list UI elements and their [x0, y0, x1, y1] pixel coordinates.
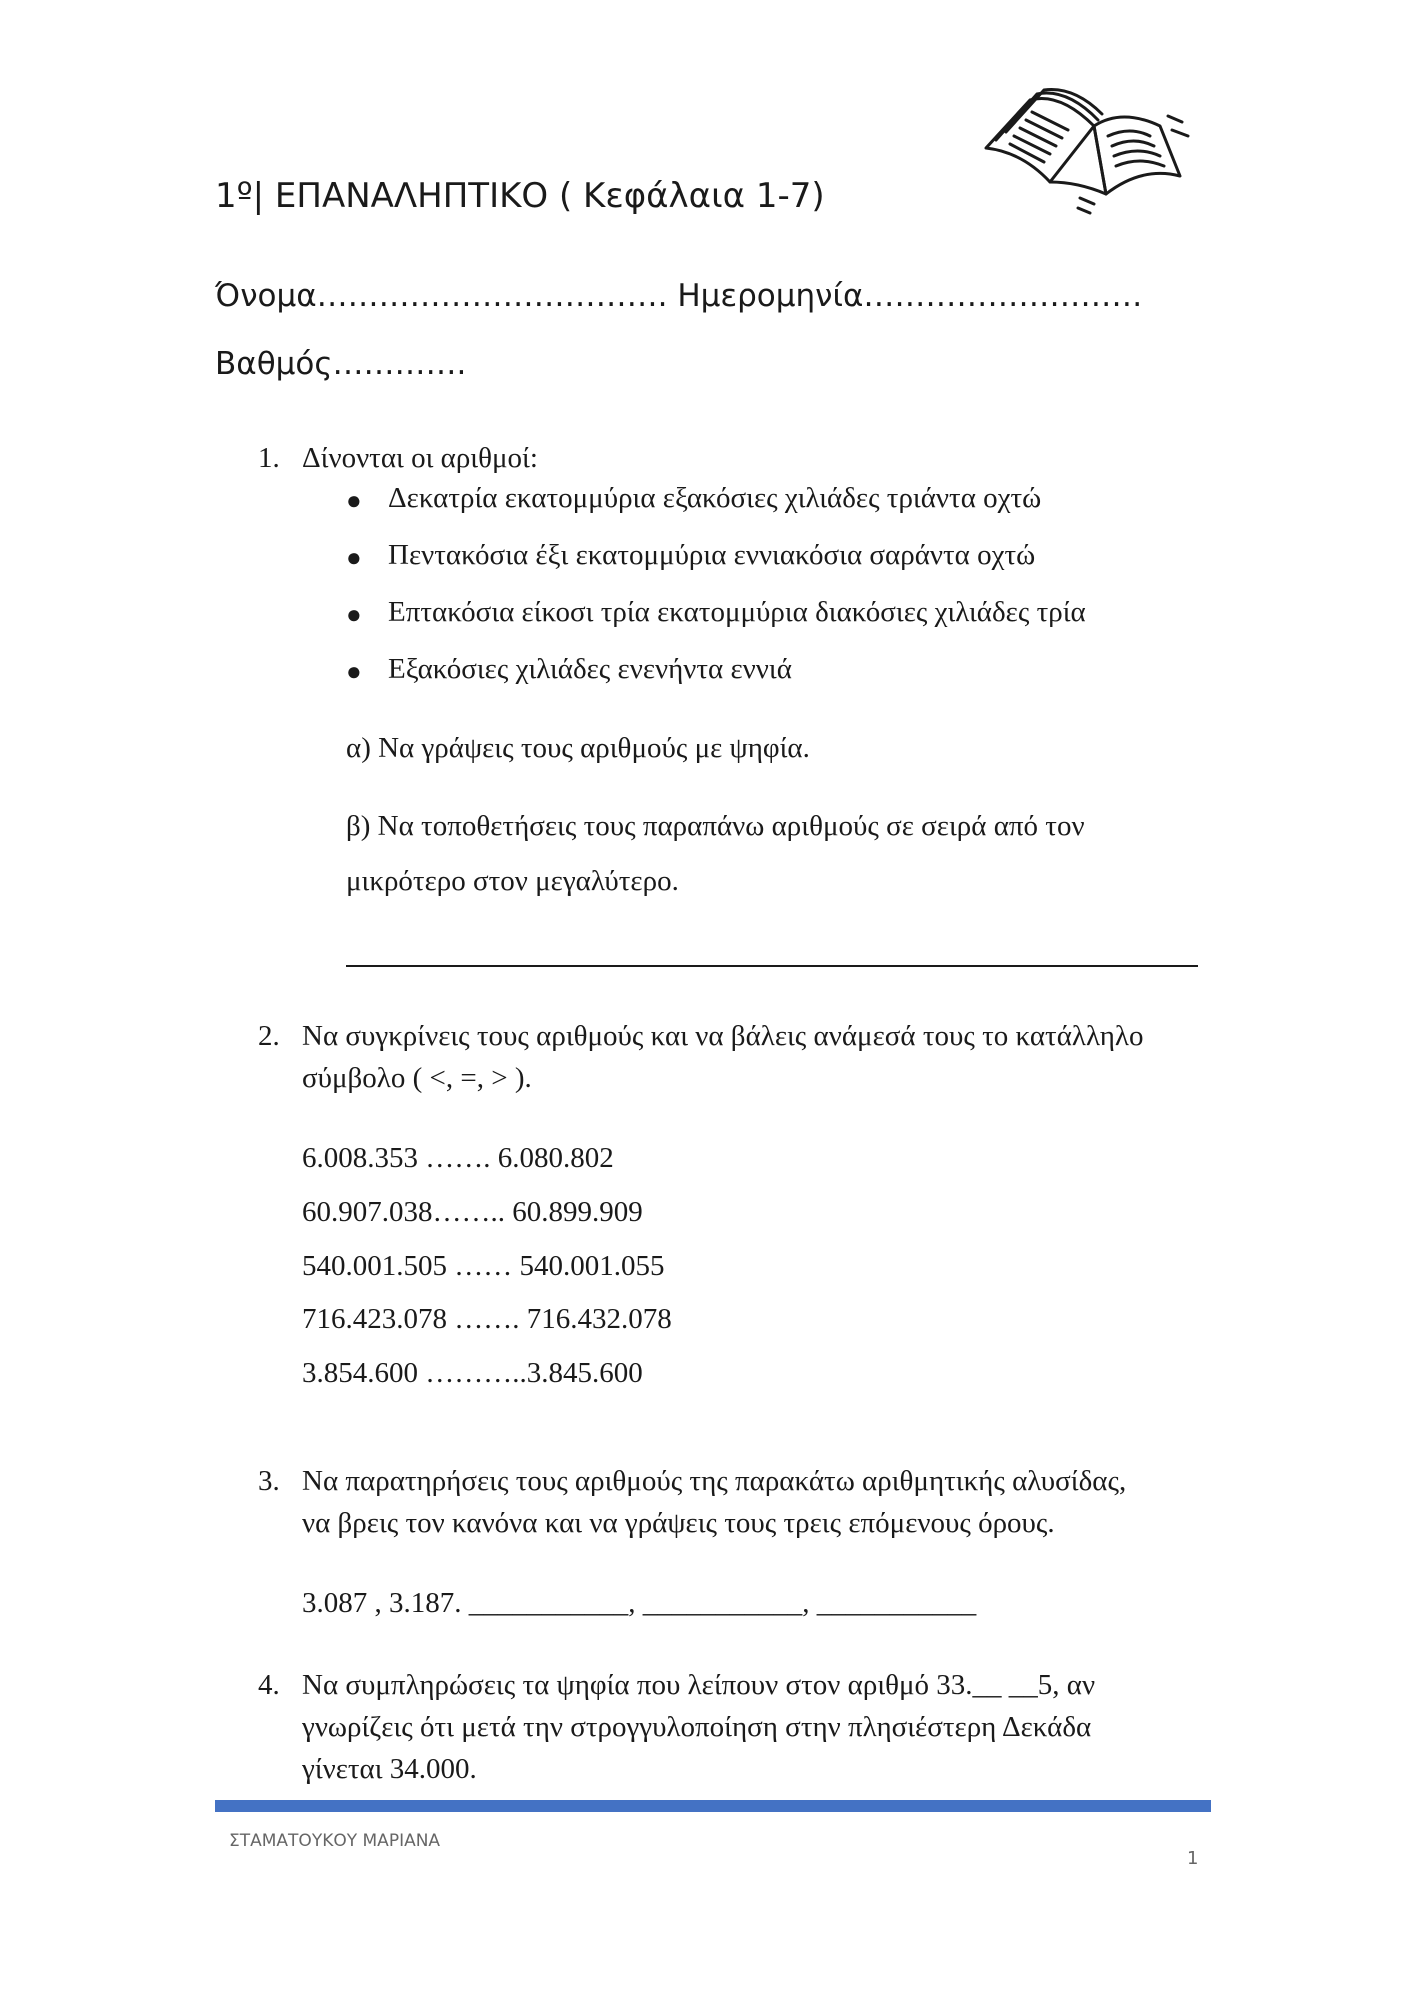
question-text: Δίνονται οι αριθμοί: [302, 442, 538, 474]
comparison-row: 6.008.353 ……. 6.080.802 [302, 1142, 614, 1174]
bullet-icon: ● [346, 600, 362, 629]
name-date-field: Όνομα……………………………. Ημερομηνία……………………… [215, 278, 1143, 314]
question-text: Να συμπληρώσεις τα ψηφία που λείπουν στον αριθμό 33.__ __5, αν [302, 1669, 1096, 1701]
question-part-b: β) Να τοποθετήσεις τους παραπάνω αριθμούς σε σειρά από τον [346, 810, 1085, 842]
question-text-cont: γνωρίζεις ότι μετά την στρογγυλοποίηση στην πλησιέστερη Δεκάδα [302, 1711, 1092, 1743]
sequence-row: 3.087 , 3.187. ___________, ___________, ___________ [302, 1587, 977, 1619]
list-item: Εξακόσιες χιλιάδες ενενήντα εννιά [388, 653, 792, 685]
comparison-row: 3.854.600 ………..3.845.600 [302, 1357, 643, 1389]
question-number: 3. [258, 1465, 280, 1497]
comparison-row: 716.423.078 ……. 716.432.078 [302, 1303, 672, 1335]
page-title: 1º| ΕΠΑΝΑΛΗΠΤΙΚΟ ( Κεφάλαια 1-7) [215, 176, 825, 216]
bullet-icon: ● [346, 486, 362, 515]
question-text: Να παρατηρήσεις τους αριθμούς της παρακάτω αριθμητικής αλυσίδας, [302, 1465, 1127, 1497]
list-item: Πεντακόσια έξι εκατομμύρια εννιακόσια σαράντα οχτώ [388, 539, 1036, 571]
question-text-cont: σύμβολο ( <, =, > ). [302, 1062, 532, 1094]
question-number: 2. [258, 1020, 280, 1052]
question-number: 1. [258, 442, 280, 474]
footer-divider [215, 1800, 1211, 1812]
question-text-cont: γίνεται 34.000. [302, 1753, 477, 1785]
question-part-a: α) Να γράψεις τους αριθμούς με ψηφία. [346, 732, 810, 764]
list-item: Επτακόσια είκοσι τρία εκατομμύρια διακόσιες χιλιάδες τρία [388, 596, 1086, 628]
question-text: Να συγκρίνεις τους αριθμούς και να βάλεις ανάμεσά τους το κατάλληλο [302, 1020, 1144, 1052]
answer-line [346, 965, 1198, 967]
question-part-b-cont: μικρότερο στον μεγαλύτερο. [346, 865, 679, 897]
open-book-icon [982, 86, 1192, 216]
question-text-cont: να βρεις τον κανόνα και να γράψεις τους τρεις επόμενους όρους. [302, 1507, 1055, 1539]
bullet-icon: ● [346, 543, 362, 572]
bullet-icon: ● [346, 657, 362, 686]
footer-author: ΣΤΑΜΑΤΟΥΚΟΥ ΜΑΡΙΑΝΑ [229, 1831, 441, 1851]
list-item: Δεκατρία εκατομμύρια εξακόσιες χιλιάδες τριάντα οχτώ [388, 482, 1042, 514]
comparison-row: 60.907.038…….. 60.899.909 [302, 1196, 643, 1228]
grade-field: Βαθμός…………. [215, 346, 467, 382]
comparison-row: 540.001.505 …… 540.001.055 [302, 1250, 665, 1282]
question-number: 4. [258, 1669, 280, 1701]
page-number: 1 [1187, 1848, 1199, 1869]
